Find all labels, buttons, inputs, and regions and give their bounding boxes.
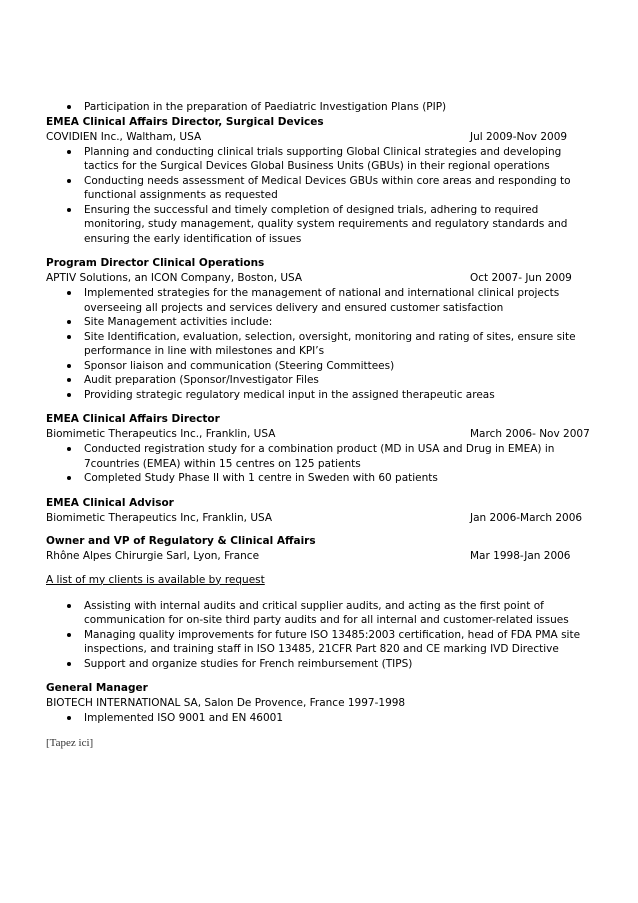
job-dates: Jan 2006-March 2006 bbox=[470, 511, 583, 524]
bullet-item: Conducted registration study for a combination product (MD in USA and Drug in EMEA) in 7countries (EMEA) within 15 centres on 125 patients bbox=[46, 442, 596, 471]
job-title: Program Director Clinical Operations bbox=[46, 257, 265, 269]
bullet-item: Site Management activities include: bbox=[46, 315, 596, 330]
clients-note: A list of my clients is available by request bbox=[46, 573, 265, 586]
bullet-item: Sponsor liaison and communication (Steering Committees) bbox=[46, 359, 596, 374]
bullet-item: Audit preparation (Sponsor/Investigator Files bbox=[46, 373, 596, 388]
job-company-line bbox=[46, 549, 596, 564]
job-title: EMEA Clinical Advisor bbox=[46, 496, 174, 509]
job-title: EMEA Clinical Affairs Director, Surgical Devices bbox=[46, 115, 324, 128]
job-company-line bbox=[46, 271, 596, 286]
job-dates: Jul 2009-Nov 2009 bbox=[470, 130, 568, 143]
company-name: Biomimetic Therapeutics Inc, Franklin, USA bbox=[46, 511, 273, 524]
job-entry bbox=[46, 412, 596, 486]
job-company-line bbox=[46, 130, 596, 145]
company-name: Biomimetic Therapeutics Inc., Franklin, USA bbox=[46, 428, 276, 440]
owner-bullet-list bbox=[46, 599, 596, 672]
intro-bullet-list bbox=[46, 100, 596, 115]
bullet-item: Ensuring the successful and timely completion of designed trials, adhering to required monitoring, study management, quality system requirements and regulatory standards and ensuring the early identification of issues bbox=[46, 203, 596, 247]
bullet-item: Implemented ISO 9001 and EN 46001 bbox=[46, 711, 596, 726]
job-entry bbox=[46, 496, 596, 526]
bullet-item: Managing quality improvements for future ISO 13485:2003 certification, head of FDA PMA site inspections, and training staff in ISO 13485, 21CFR Part 820 and CE marking IVD Directive bbox=[46, 628, 596, 657]
bullet-item: Providing strategic regulatory medical input in the assigned therapeutic areas bbox=[46, 388, 596, 403]
job-entry bbox=[46, 256, 596, 402]
experience-section bbox=[46, 115, 596, 564]
bullet-item: Participation in the preparation of Paediatric Investigation Plans (PIP) bbox=[46, 100, 596, 115]
company-name: BIOTECH INTERNATIONAL SA, Salon De Provence, France 1997-1998 bbox=[46, 697, 406, 709]
job-title: General Manager bbox=[46, 682, 148, 694]
company-name: APTIV Solutions, an ICON Company, Boston, USA bbox=[46, 272, 303, 284]
job-entry bbox=[46, 534, 596, 564]
job-dates: Oct 2007- Jun 2009 bbox=[470, 272, 572, 284]
job-bullet-list bbox=[46, 711, 596, 726]
job-general-manager bbox=[46, 681, 596, 726]
bullet-item: Completed Study Phase II with 1 centre in Sweden with 60 patients bbox=[46, 471, 596, 486]
job-company-line bbox=[46, 427, 596, 442]
footer-placeholder[interactable]: [Tapez ici] bbox=[46, 736, 94, 749]
job-bullet-list bbox=[46, 442, 596, 486]
bullet-item: Site Identification, evaluation, selection, oversight, monitoring and rating of sites, ensure site performance in line with milestones and KPI’s bbox=[46, 330, 596, 359]
job-entry bbox=[46, 115, 596, 247]
job-title: EMEA Clinical Affairs Director bbox=[46, 413, 220, 425]
job-dates: March 2006- Nov 2007 bbox=[470, 428, 590, 440]
bullet-item: Implemented strategies for the management of national and international clinical projects overseeing all projects and services delivery and ensured customer satisfaction bbox=[46, 286, 596, 315]
job-title: Owner and VP of Regulatory & Clinical Affairs bbox=[46, 534, 316, 547]
company-name: COVIDIEN Inc., Waltham, USA bbox=[46, 130, 202, 143]
bullet-item: Assisting with internal audits and critical supplier audits, and acting as the first point of communication for on-site third party audits and for all internal and customer-related issues bbox=[46, 599, 596, 628]
company-name: Rhône Alpes Chirurgie Sarl, Lyon, France bbox=[46, 549, 260, 562]
bullet-item: Planning and conducting clinical trials supporting Global Clinical strategies and developing tactics for the Surgical Devices Global Business Units (GBUs) in their regional operations bbox=[46, 145, 596, 174]
job-bullet-list bbox=[46, 286, 596, 402]
job-dates: Mar 1998-Jan 2006 bbox=[470, 549, 571, 562]
job-company bbox=[46, 696, 596, 711]
resume-page bbox=[46, 100, 596, 751]
bullet-item: Support and organize studies for French reimbursement (TIPS) bbox=[46, 657, 596, 672]
job-company-line bbox=[46, 511, 596, 526]
bullet-item: Conducting needs assessment of Medical Devices GBUs within core areas and responding to functional assignments as requested bbox=[46, 174, 596, 203]
job-bullet-list bbox=[46, 145, 596, 247]
